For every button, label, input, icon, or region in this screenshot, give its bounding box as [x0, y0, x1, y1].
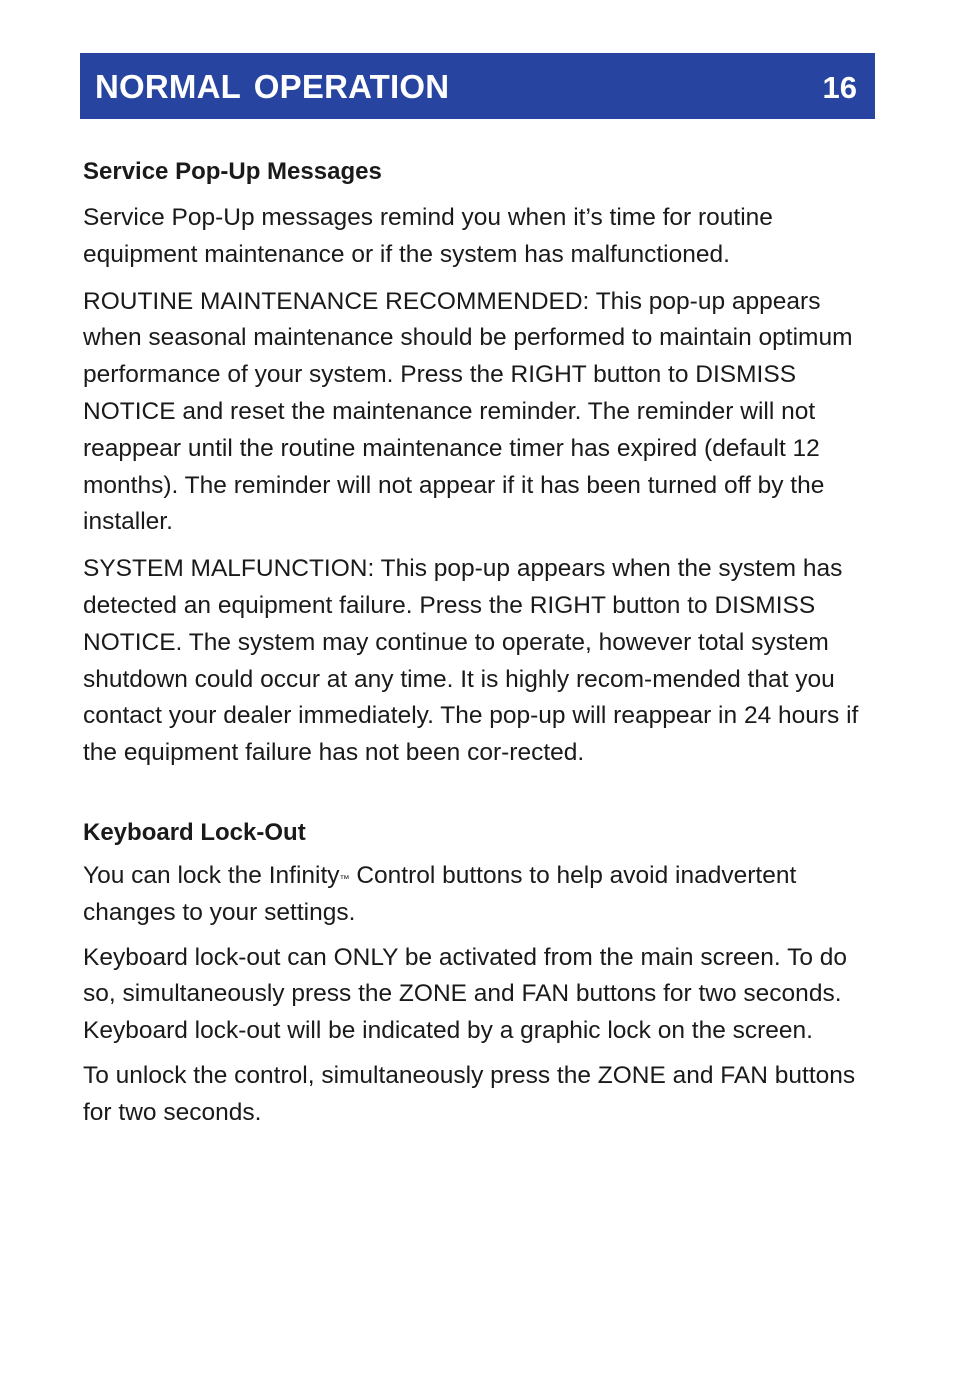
page-content — [83, 155, 875, 1132]
page-number: 16 — [822, 70, 857, 105]
service-popup-intro: Service Pop-Up messages remind you when it’s time for routine equipment maintenance or if the system has malfunctioned. — [83, 204, 773, 268]
routine-maintenance-paragraph: ROUTINE MAINTENANCE RECOMMENDED: This pop-up appears when seasonal maintenance should be performed to maintain optimum performance of your system. Press the RIGHT button to DISMISS NOTICE and reset the maintenance reminder. The reminder will not reappear until the routine maintenance timer has expired (default 12 months). The reminder will not appear if it has been turned off by the installer. — [83, 287, 853, 536]
system-malfunction-paragraph: SYSTEM MALFUNCTION: This pop-up appears when the system has detected an equipment failure. Press the RIGHT button to DISMISS NOTICE. The system may continue to operate, however total system shutdown could occur at any time. It is highly recom-mended that you contact your dealer immediately. The pop-up will reappear in 24 hours if the equipment failure has not been cor-rected. — [83, 555, 859, 767]
keyboard-lockout-intro — [83, 858, 875, 932]
section-header-bar — [80, 53, 875, 119]
intro-text-after-trademark: Control buttons to help avoid inadvertent changes to your settings. — [83, 861, 797, 926]
service-popup-heading: Service Pop-Up Messages — [83, 158, 382, 185]
trademark-symbol: ™ — [339, 873, 350, 885]
lockout-activation-paragraph: Keyboard lock-out can ONLY be activated from the main screen. To do so, simultaneously press the ZONE and FAN buttons for two seconds. Keyboard lock-out will be indicated by a graphic lock on the screen. — [83, 943, 847, 1045]
keyboard-lockout-heading: Keyboard Lock-Out — [83, 818, 306, 846]
service-popup-section — [83, 155, 875, 772]
unlock-paragraph: To unlock the control, simultaneously press the ZONE and FAN buttons for two seconds. — [83, 1061, 856, 1126]
keyboard-lockout-section — [83, 816, 875, 1132]
intro-text-before-trademark: You can lock the Infinity — [83, 861, 340, 889]
section-title: NORMAL OPERATION — [95, 68, 450, 105]
